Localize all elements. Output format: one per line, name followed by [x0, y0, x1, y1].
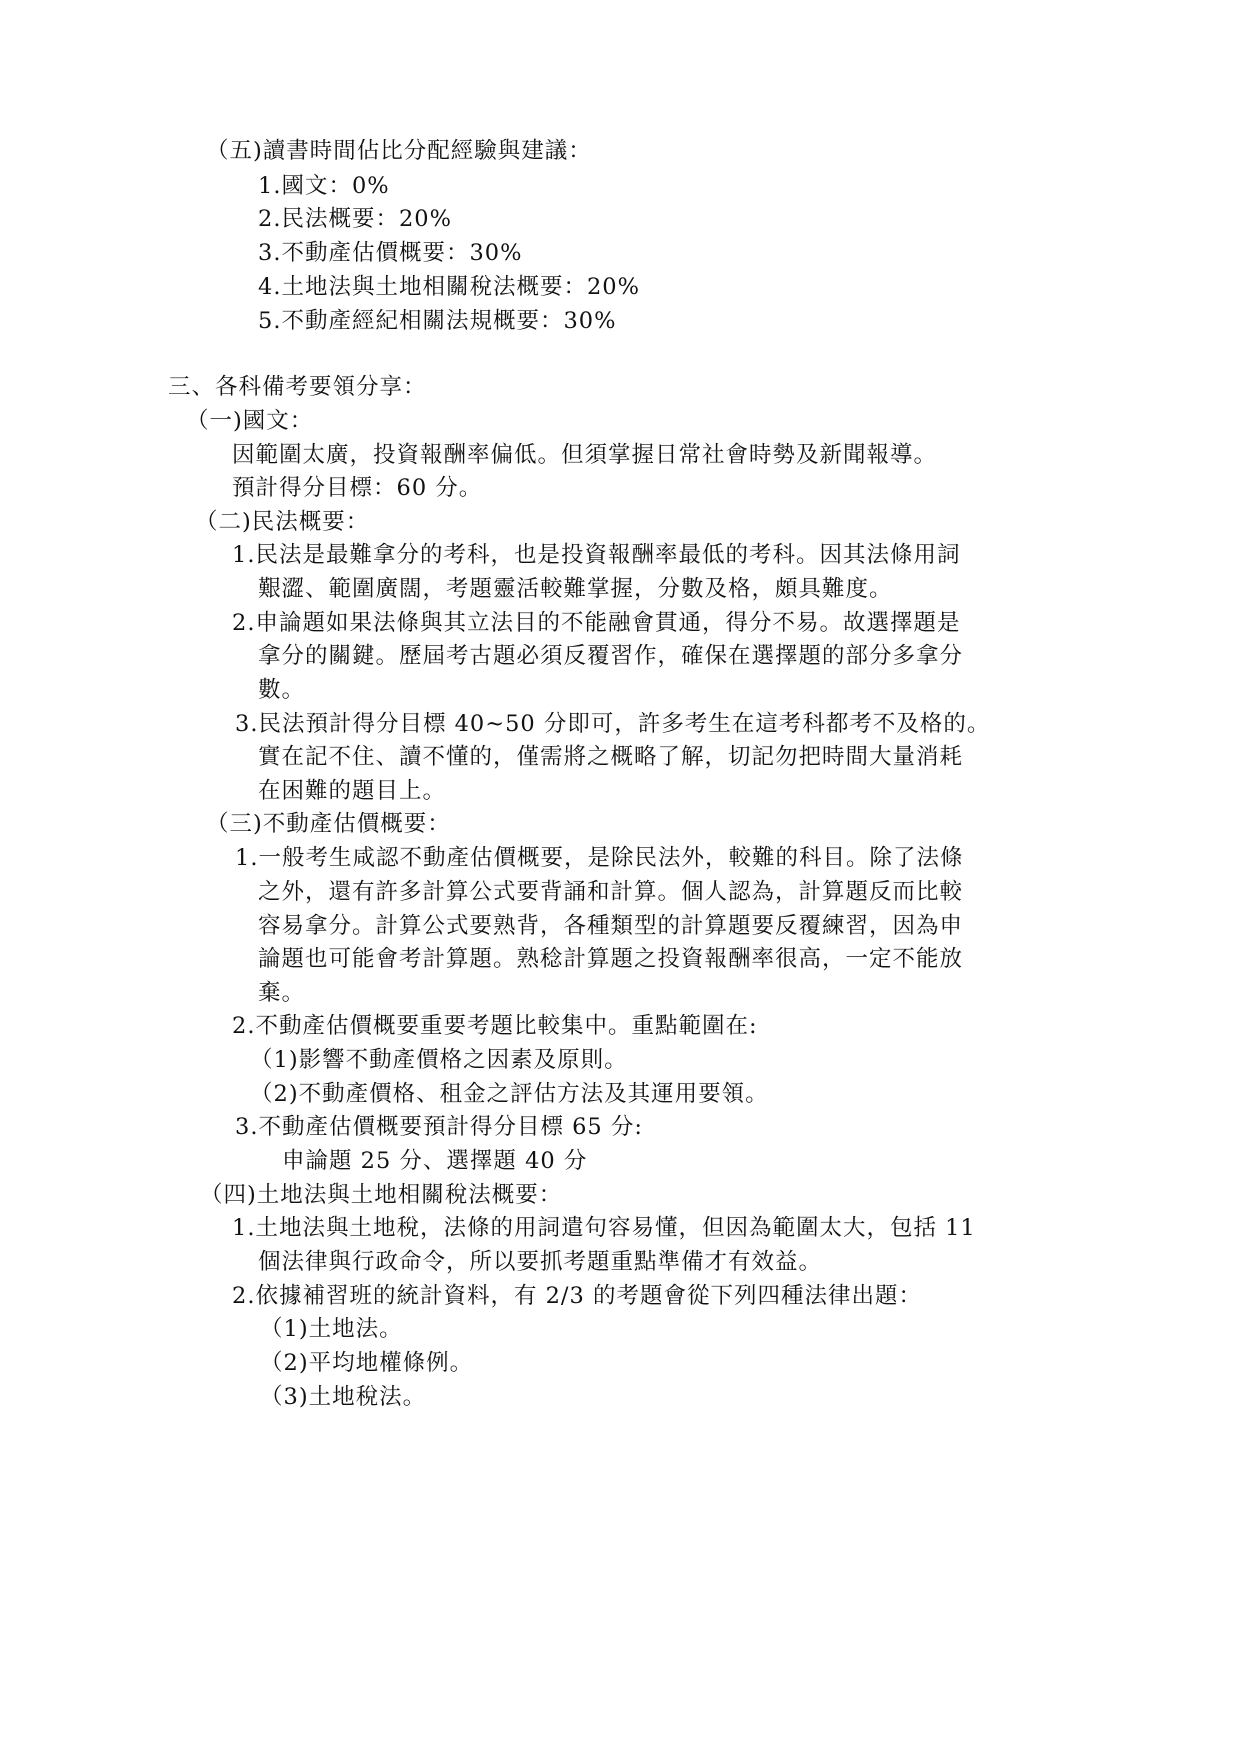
allocation-item-land-law: 4.土地法與土地相關稅法概要：20%	[258, 274, 640, 300]
civil-law-line: 在困難的題目上。	[258, 778, 447, 804]
appraisal-line: 容易拿分。計算公式要熟背，各種類型的計算題要反覆練習，因為申	[258, 913, 964, 939]
appraisal-heading: （三)不動產估價概要：	[206, 811, 451, 837]
part-3-heading: 三、各科備考要領分享：	[168, 374, 427, 400]
land-law-subitem: （2)平均地權條例。	[260, 1350, 474, 1376]
land-law-subitem: （3)土地稅法。	[260, 1384, 427, 1410]
allocation-item-chinese: 1.國文：0%	[258, 173, 390, 199]
land-law-line: 1.土地法與土地稅，法條的用詞遣句容易懂，但因為範圍太大，包括 11	[232, 1215, 976, 1241]
appraisal-subitem: （1)影響不動產價格之因素及原則。	[250, 1047, 628, 1073]
appraisal-line: 論題也可能會考計算題。熟稔計算題之投資報酬率很高，一定不能放	[258, 946, 964, 972]
allocation-item-appraisal: 3.不動產估價概要：30%	[258, 240, 523, 266]
civil-law-line: 2.申論題如果法條與其立法目的不能融會貫通，得分不易。故選擇題是	[232, 610, 961, 636]
chinese-line: 因範圍太廣，投資報酬率偏低。但須掌握日常社會時勢及新聞報導。	[232, 442, 938, 468]
appraisal-line: 2.不動產估價概要重要考題比較集中。重點範圍在:	[232, 1013, 758, 1039]
chinese-target: 預計得分目標：60 分。	[232, 475, 483, 501]
land-law-line: 個法律與行政命令，所以要抓考題重點準備才有效益。	[258, 1249, 823, 1275]
appraisal-line: 3.不動產估價概要預計得分目標 65 分:	[235, 1114, 643, 1140]
appraisal-line: 1.一般考生咸認不動產估價概要，是除民法外，較難的科目。除了法條	[235, 845, 964, 871]
civil-law-line: 數。	[258, 677, 306, 703]
allocation-item-civil-law: 2.民法概要：20%	[258, 206, 452, 232]
land-law-heading: （四)土地法與土地相關稅法概要：	[200, 1182, 563, 1208]
appraisal-line: 棄。	[258, 980, 306, 1006]
chinese-heading: （一)國文：	[186, 408, 314, 434]
civil-law-line: 實在記不住、讀不懂的，僅需將之概略了解，切記勿把時間大量消耗	[258, 744, 964, 770]
appraisal-subitem: （2)不動產價格、租金之評估方法及其運用要領。	[250, 1081, 769, 1107]
land-law-subitem: （1)土地法。	[260, 1316, 403, 1342]
appraisal-line: 之外，還有許多計算公式要背誦和計算。個人認為，計算題反而比較	[258, 879, 964, 905]
allocation-item-brokerage: 5.不動產經紀相關法規概要：30%	[258, 308, 617, 334]
civil-law-line: 1.民法是最難拿分的考科，也是投資報酬率最低的考科。因其法條用詞	[232, 542, 961, 568]
land-law-line: 2.依據補習班的統計資料，有 2/3 的考題會從下列四種法律出題：	[232, 1283, 922, 1309]
civil-law-line: 拿分的關鍵。歷屆考古題必須反覆習作，確保在選擇題的部分多拿分	[258, 643, 964, 669]
section-5-heading: （五)讀書時間佔比分配經驗與建議：	[206, 138, 592, 164]
civil-law-line: 艱澀、範圍廣闊，考題靈活較難掌握，分數及格，頗具難度。	[258, 576, 893, 602]
appraisal-score-breakdown: 申論題 25 分、選擇題 40 分	[282, 1148, 588, 1174]
civil-law-heading: （二)民法概要：	[195, 509, 370, 535]
civil-law-line: 3.民法預計得分目標 40~50 分即可，許多考生在這考科都考不及格的。	[235, 711, 991, 737]
